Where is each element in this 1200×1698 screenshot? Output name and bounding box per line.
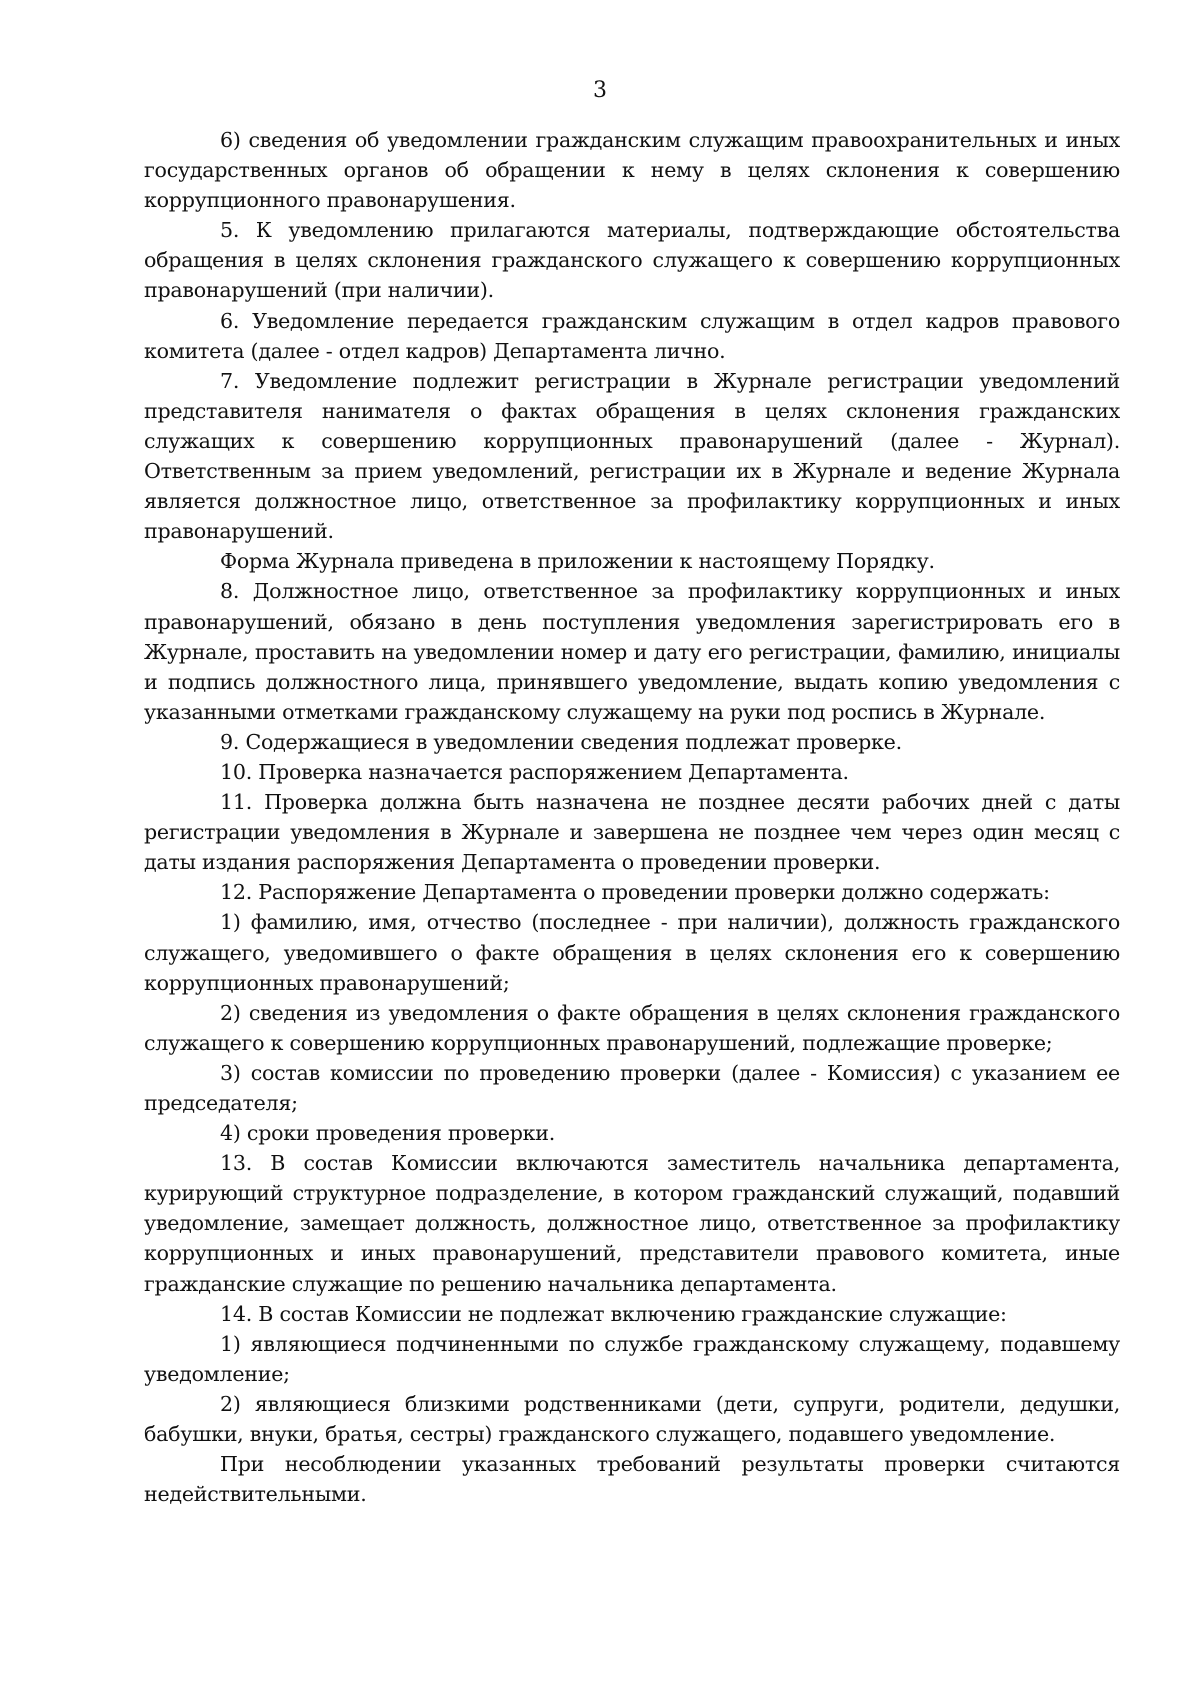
paragraph-6-submission: 6. Уведомление передается гражданским служащим в отдел кадров правового комитета (далее - отдел кадров) Департамента лично. xyxy=(144,308,1120,363)
paragraph-13-commission-members: 13. В состав Комиссии включаются заместитель начальника департамента, курирующий структурное подразделение, в котором гражданский служащий, подавший уведомление, замещает должность, должностное лицо, ответственное за профилактику коррупционных и иных правонарушений, представители правового комитета, иные гражданские служащие по решению начальника департамента. xyxy=(144,1151,1120,1296)
paragraph-non-compliance: При несоблюдении указанных требований результаты проверки считаются недействительными. xyxy=(144,1452,1120,1507)
paragraph-12-item-4: 4) сроки проведения проверки. xyxy=(220,1121,556,1146)
paragraph-14-exclusions: 14. В состав Комиссии не подлежат включению гражданские служащие: xyxy=(220,1301,1007,1326)
paragraph-item-6-notification-info: 6) сведения об уведомлении гражданским служащим правоохранительных и иных государственных органов об обращении к нему в целях склонения к совершению коррупционного правонарушения. xyxy=(144,128,1120,213)
paragraph-9-verification: 9. Содержащиеся в уведомлении сведения подлежат проверке. xyxy=(220,729,902,754)
document-body xyxy=(144,125,1120,1509)
paragraph-10-order: 10. Проверка назначается распоряжением Департамента. xyxy=(220,759,849,784)
paragraph-14-item-1: 1) являющиеся подчиненными по службе гражданскому служащему, подавшему уведомление; xyxy=(144,1331,1120,1386)
paragraph-12-item-2: 2) сведения из уведомления о факте обращения в целях склонения гражданского служащего к совершению коррупционных правонарушений, подлежащие проверке; xyxy=(144,1000,1120,1055)
paragraph-11-deadlines: 11. Проверка должна быть назначена не позднее десяти рабочих дней с даты регистрации уведомления в Журнале и завершена не позднее чем через один месяц с даты издания распоряжения Департамента о проведении проверки. xyxy=(144,790,1120,875)
paragraph-12-order-contents: 12. Распоряжение Департамента о проведении проверки должно содержать: xyxy=(220,880,1050,905)
paragraph-14-item-2: 2) являющиеся близкими родственниками (дети, супруги, родители, дедушки, бабушки, внуки, братья, сестры) гражданского служащего, подавшего уведомление. xyxy=(144,1391,1120,1447)
paragraph-8-official-duties: 8. Должностное лицо, ответственное за профилактику коррупционных и иных правонарушений, обязано в день поступления уведомления зарегистрировать его в Журнале, проставить на уведомлении номер и дату его регистрации, фамилию, инициалы и подпись должностного лица, принявшего уведомление, выдать копию уведомления с указанными отметками гражданскому служащему на руки под роспись в Журнале. xyxy=(144,579,1120,724)
paragraph-12-item-3: 3) состав комиссии по проведению проверки (далее - Комиссия) с указанием ее председателя; xyxy=(144,1060,1120,1115)
paragraph-12-item-1: 1) фамилию, имя, отчество (последнее - при наличии), должность гражданского служащего, уведомившего о факте обращения в целях склонения его к совершению коррупционных правонарушений; xyxy=(144,910,1120,995)
page-number: 3 xyxy=(593,78,607,103)
paragraph-7-registration: 7. Уведомление подлежит регистрации в Журнале регистрации уведомлений представителя нанимателя о фактах обращения в целях склонения гражданских служащих к совершению коррупционных правонарушений (далее - Журнал). Ответственным за прием уведомлений, регистрации их в Журнале и ведение Журнала является должностное лицо, ответственное за профилактику коррупционных и иных правонарушений. xyxy=(144,368,1120,544)
paragraph-5-attached-materials: 5. К уведомлению прилагаются материалы, подтверждающие обстоятельства обращения в целях склонения гражданского служащего к совершению коррупционных правонарушений (при наличии). xyxy=(144,218,1120,303)
paragraph-journal-form: Форма Журнала приведена в приложении к настоящему Порядку. xyxy=(220,549,935,574)
